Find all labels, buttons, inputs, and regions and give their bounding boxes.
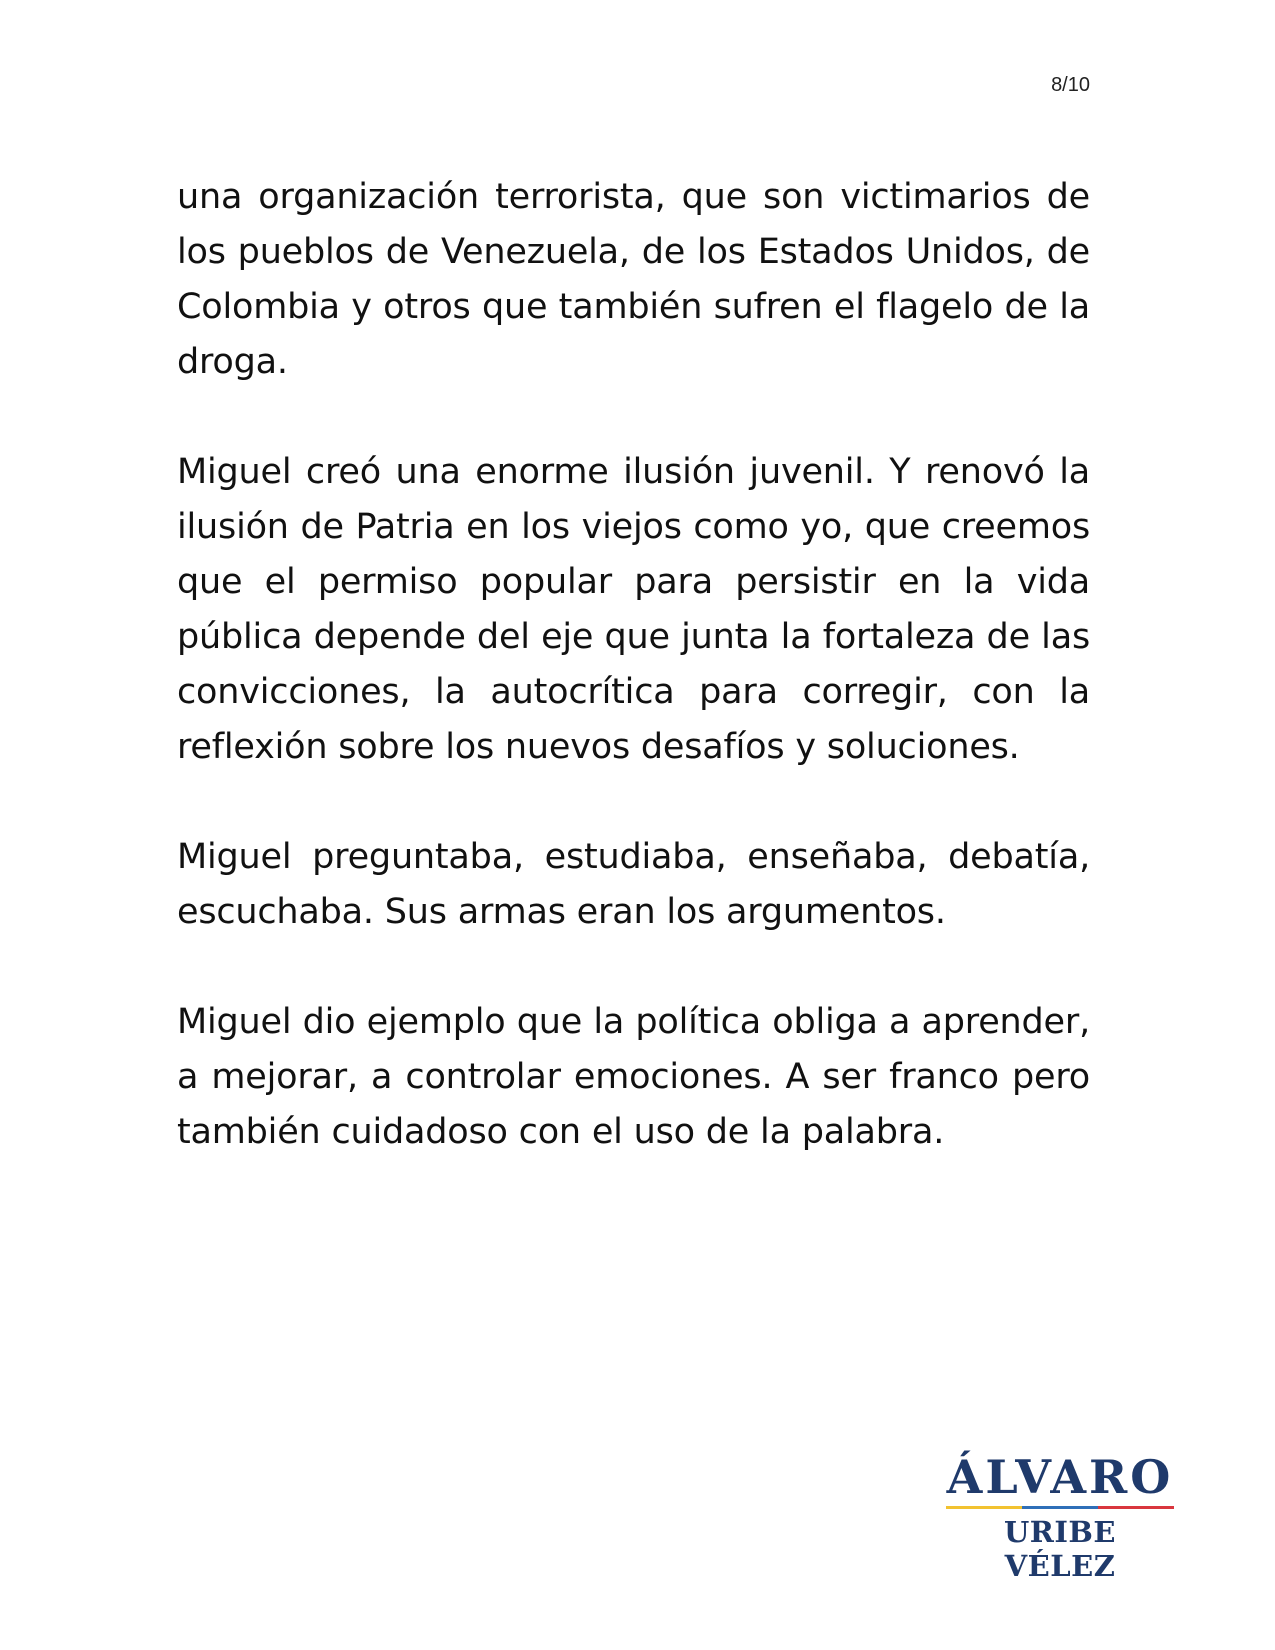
paragraph-1: una organización terrorista, que son victimarios de los pueblos de Venezuela, de los Estados Unidos, de Colombia y otros que también sufren el flagelo de la droga. <box>177 177 1090 382</box>
signature-logo <box>944 1452 1176 1583</box>
logo-flag-stripe <box>946 1506 1174 1509</box>
page-number: 8/10 <box>1051 74 1090 96</box>
logo-stripe-yellow <box>946 1506 1022 1509</box>
paragraph-3: Miguel preguntaba, estudiaba, enseñaba, debatía, escuchaba. Sus armas eran los argumentos. <box>177 837 1090 932</box>
document-body <box>177 170 1090 1215</box>
paragraph-4: Miguel dio ejemplo que la política obliga a aprender, a mejorar, a controlar emociones. A ser franco pero también cuidadoso con el uso de la palabra. <box>177 1002 1090 1152</box>
logo-stripe-blue <box>1022 1506 1098 1509</box>
logo-first-name: ÁLVARO <box>946 1450 1174 1504</box>
paragraph-2: Miguel creó una enorme ilusión juvenil. Y renovó la ilusión de Patria en los viejos como yo, que creemos que el permiso popular para persistir en la vida pública depende del eje que junta la fortaleza de las convicciones, la autocrítica para corregir, con la reflexión sobre los nuevos desafíos y soluciones. <box>177 452 1090 767</box>
logo-stripe-red <box>1098 1506 1174 1509</box>
logo-last-name: URIBE VÉLEZ <box>1003 1515 1117 1583</box>
